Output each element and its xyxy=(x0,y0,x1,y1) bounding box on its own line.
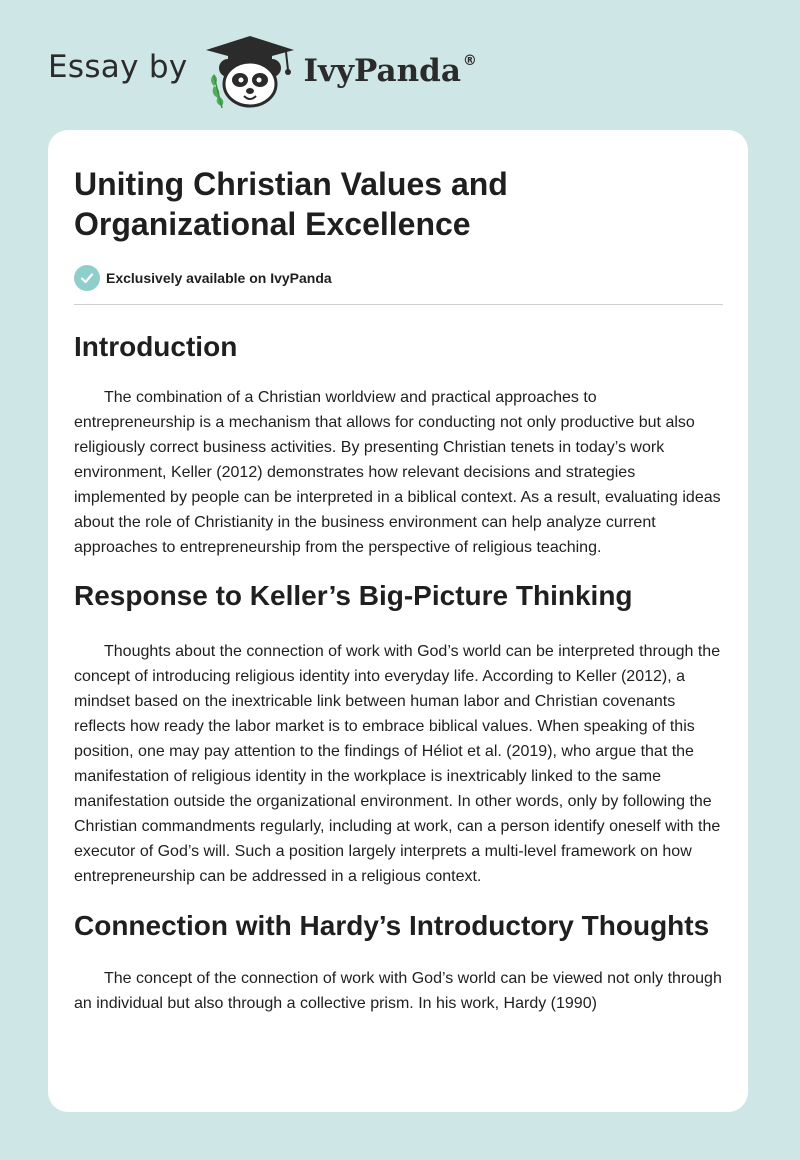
page-title: Uniting Christian Values and Organizational Excellence xyxy=(74,166,508,242)
section-paragraph: Thoughts about the connection of work with God’s world can be interpreted through the concept of introducing religious identity into everyday life. According to Keller (2012), a mindset based on the inextricable link between human labor and Christian covenants reflects how ready the labor market is to embrace biblical values. When speaking of this position, one may pay attention to the findings of Héliot et al. (2019), who argue that the manifestation of religious identity in the workplace is inextricably linked to the same manifestation outside the organizational environment. In other words, only by following the Christian commandments regularly, including at work, can a person identify oneself with the executor of God’s will. Such a position largely interprets a multi-level framework on how entrepreneurship can be addressed in a religious context. xyxy=(74,643,721,885)
section-paragraph: The combination of a Christian worldview and practical approaches to entrepreneurship is a mechanism that allows for conducting not only productive but also religiously correct business activities. By presenting Christian tenets in today’s work environment, Keller (2012) demonstrates how relevant decisions and strategies implemented by people can be interpreted in a biblical context. As a result, evaluating ideas about the role of Christianity in the business environment can help analyze current approaches to entrepreneurship from the perspective of religious teaching. xyxy=(74,389,721,556)
section-introduction xyxy=(74,327,722,560)
section-paragraph: The concept of the connection of work with God’s world can be viewed not only through an individual but also through a collective prism. In his work, Hardy (1990) xyxy=(74,970,722,1012)
divider xyxy=(74,304,723,305)
brand-name[interactable]: IvyPanda ® xyxy=(303,53,477,89)
exclusive-badge xyxy=(74,264,722,292)
registered-mark: ® xyxy=(462,53,477,69)
section-response xyxy=(74,576,722,889)
section-heading: Response to Keller’s Big-Picture Thinking xyxy=(74,580,633,611)
essay-card xyxy=(48,130,748,1112)
section-connection xyxy=(74,906,722,1016)
section-heading: Introduction xyxy=(74,331,238,362)
panda-graduate-logo-icon[interactable] xyxy=(200,30,300,110)
brand-prefix: Essay by xyxy=(48,49,188,85)
check-circle-icon xyxy=(74,265,100,291)
exclusive-label: Exclusively available on IvyPanda xyxy=(106,270,332,286)
site-header xyxy=(48,30,477,110)
section-heading: Connection with Hardy’s Introductory Thoughts xyxy=(74,910,710,941)
